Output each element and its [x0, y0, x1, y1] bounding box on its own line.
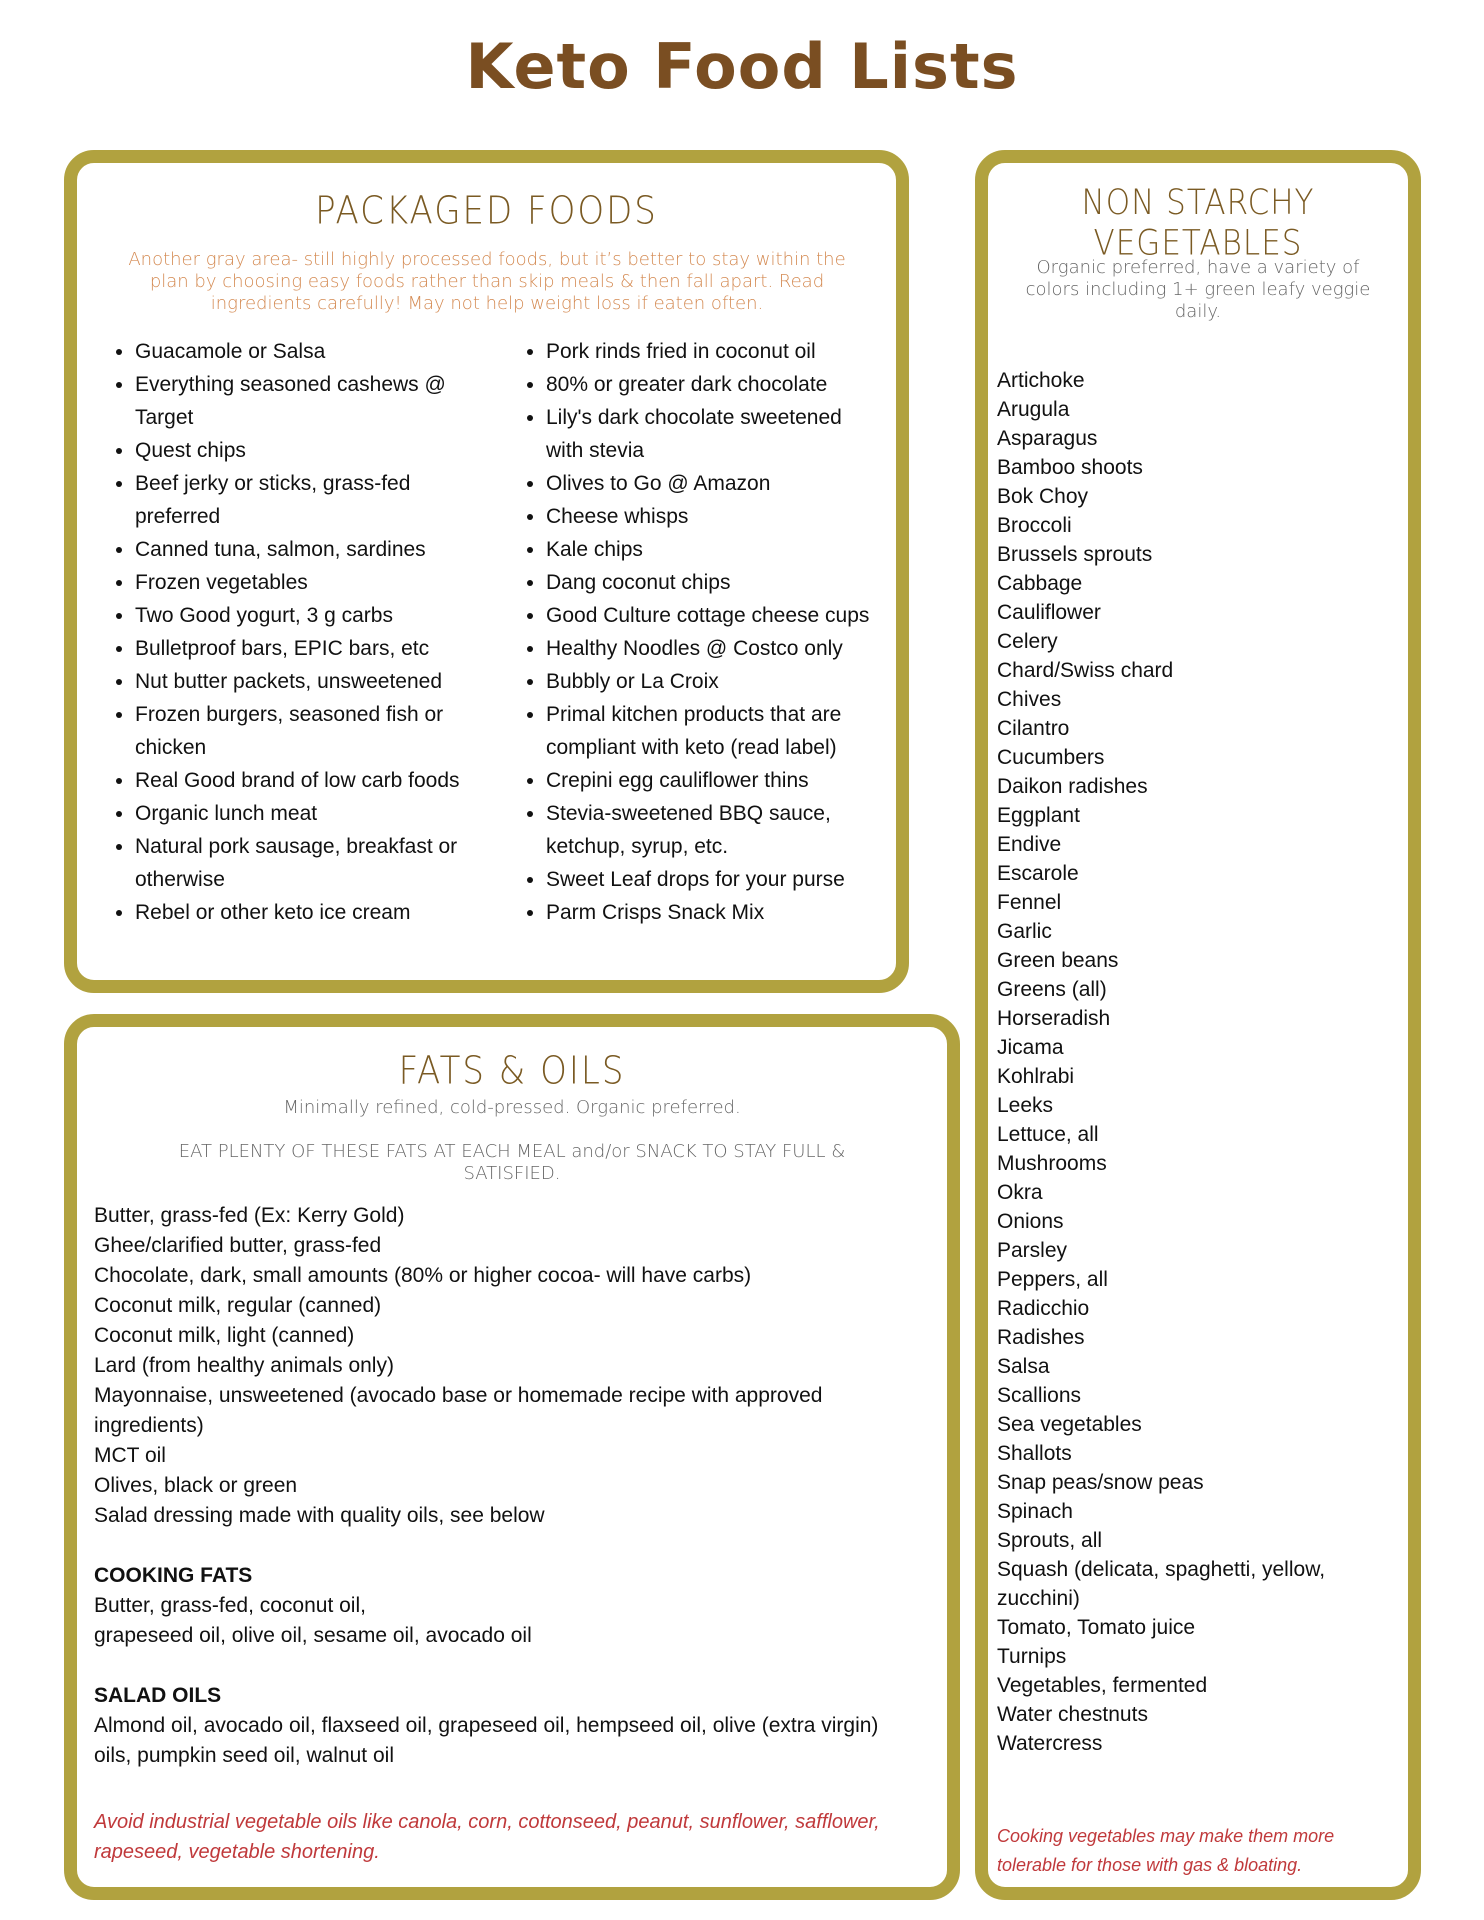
list-item: Peppers, all — [997, 1268, 1108, 1291]
list-item: Parsley — [997, 1239, 1068, 1262]
cooking-fats-line-2: grapeseed oil, olive oil, sesame oil, avocado oil — [94, 1624, 532, 1647]
packaged-foods-column-2 — [510, 335, 880, 929]
list-item: Leeks — [997, 1094, 1054, 1117]
cooking-fats-heading: COOKING FATS — [94, 1564, 253, 1587]
list-item: Jicama — [997, 1036, 1064, 1059]
list-item: Okra — [997, 1181, 1043, 1204]
packaged-foods-list-2 — [510, 335, 880, 929]
fats-oils-heading: FATS & OILS — [398, 1048, 626, 1094]
list-item: Chocolate, dark, small amounts (80% or higher cocoa- will have carbs) — [94, 1264, 752, 1287]
list-item: Sprouts, all — [997, 1529, 1103, 1552]
list-item: Cauliflower — [997, 601, 1101, 624]
list-item: • Kale chips — [546, 533, 880, 566]
list-item: Eggplant — [997, 804, 1080, 827]
list-item: Mushrooms — [997, 1152, 1107, 1175]
packaged-foods-subtitle: Another gray area- still highly processed foods, but it’s better to stay within the plan by choosing easy foods rather than skip meals & then fall apart. Read ingredients carefully! May not help weight loss if eaten often. — [128, 249, 846, 314]
list-item: Coconut milk, light (canned) — [94, 1324, 355, 1347]
list-item: • Stevia-sweetened BBQ sauce, ketchup, syrup, etc. — [546, 797, 880, 863]
list-item: • Canned tuna, salmon, sardines — [135, 533, 489, 566]
list-item: • Cheese whisps — [546, 500, 880, 533]
page-title: Keto Food Lists — [465, 30, 1019, 103]
list-item: • Bubbly or La Croix — [546, 665, 880, 698]
list-item: Bamboo shoots — [997, 456, 1143, 479]
list-item: Artichoke — [997, 369, 1085, 392]
industrial-oils-warning: Avoid industrial vegetable oils like canola, corn, cottonseed, peanut, sunflower, safflower, rapeseed, vegetable shortening. — [94, 1811, 880, 1863]
salad-oils-heading: SALAD OILS — [94, 1684, 222, 1707]
list-item: • Healthy Noodles @ Costco only — [546, 632, 880, 665]
list-item: • Primal kitchen products that are compliant with keto (read label) — [546, 698, 880, 764]
list-item: Snap peas/snow peas — [997, 1471, 1204, 1494]
list-item: Lettuce, all — [997, 1123, 1099, 1146]
list-item: Radicchio — [997, 1297, 1090, 1320]
list-item: Spinach — [997, 1500, 1073, 1523]
list-item: Salad dressing made with quality oils, see below — [94, 1504, 545, 1527]
list-item: • Parm Crisps Snack Mix — [546, 896, 880, 929]
list-item: MCT oil — [94, 1444, 166, 1467]
list-item: Arugula — [997, 398, 1070, 421]
list-item: • Pork rinds fried in coconut oil — [546, 335, 880, 368]
list-item: Garlic — [997, 920, 1052, 943]
list-item: Tomato, Tomato juice — [997, 1616, 1196, 1639]
list-item: Turnips — [997, 1645, 1067, 1668]
fats-oils-subtitle: Minimally refined, cold-pressed. Organic preferred. — [283, 1097, 741, 1118]
list-item: Horseradish — [997, 1007, 1111, 1030]
list-item: Radishes — [997, 1326, 1085, 1349]
vegetables-heading: NON STARCHY VEGETABLES — [1081, 182, 1315, 264]
list-item: • Natural pork sausage, breakfast or otherwise — [135, 830, 489, 896]
list-item: Lard (from healthy animals only) — [94, 1354, 394, 1377]
list-item: • Sweet Leaf drops for your purse — [546, 863, 880, 896]
packaged-foods-panel — [64, 150, 909, 993]
list-item: Salsa — [997, 1355, 1050, 1378]
fats-items — [94, 1201, 914, 1531]
list-item: • Frozen burgers, seasoned fish or chicken — [135, 698, 489, 764]
list-item: Brussels sprouts — [997, 543, 1153, 566]
list-item: Vegetables, fermented — [997, 1674, 1208, 1697]
list-item: • Frozen vegetables — [135, 566, 489, 599]
list-item: Celery — [997, 630, 1058, 653]
list-item: Green beans — [997, 949, 1119, 972]
list-item: Butter, grass-fed (Ex: Kerry Gold) — [94, 1204, 405, 1227]
list-item: Squash (delicata, spaghetti, yellow, zucchini) — [997, 1558, 1326, 1610]
list-item: Watercress — [997, 1732, 1103, 1755]
list-item: • Nut butter packets, unsweetened — [135, 665, 489, 698]
list-item: • Dang coconut chips — [546, 566, 880, 599]
list-item: Asparagus — [997, 427, 1098, 450]
list-item: Chives — [997, 688, 1062, 711]
packaged-foods-list-1 — [99, 335, 489, 929]
list-item: • Good Culture cottage cheese cups — [546, 599, 880, 632]
fats-oils-panel — [64, 1014, 960, 1900]
vegetables-note: Cooking vegetables may make them more tolerable for those with gas & bloating. — [997, 1826, 1335, 1875]
list-item: Mayonnaise, unsweetened (avocado base or homemade recipe with approved ingredients) — [94, 1384, 823, 1437]
vegetables-subtitle: Organic preferred, have a variety of colors including 1+ green leafy veggie daily. — [1025, 257, 1371, 322]
list-item: Cucumbers — [997, 746, 1105, 769]
list-item: • Crepini egg cauliflower thins — [546, 764, 880, 797]
list-item: • Organic lunch meat — [135, 797, 489, 830]
list-item: Broccoli — [997, 514, 1072, 537]
list-item: Greens (all) — [997, 978, 1107, 1001]
list-item: • Two Good yogurt, 3 g carbs — [135, 599, 489, 632]
list-item: • 80% or greater dark chocolate — [546, 368, 880, 401]
list-item: • Rebel or other keto ice cream — [135, 896, 489, 929]
list-item: • Guacamole or Salsa — [135, 335, 489, 368]
vegetables-panel — [975, 150, 1421, 1900]
packaged-foods-column-1 — [99, 335, 489, 929]
list-item: Ghee/clarified butter, grass-fed — [94, 1234, 382, 1257]
list-item: Coconut milk, regular (canned) — [94, 1294, 382, 1317]
fats-oils-instruction: EAT PLENTY OF THESE FATS AT EACH MEAL and/or SNACK TO STAY FULL & SATISFIED. — [178, 1141, 846, 1184]
list-item: Cilantro — [997, 717, 1070, 740]
cooking-fats-line-1: Butter, grass-fed, coconut oil, — [94, 1594, 366, 1617]
list-item: Fennel — [997, 891, 1062, 914]
list-item: • Bulletproof bars, EPIC bars, etc — [135, 632, 489, 665]
vegetables-list — [997, 366, 1397, 1758]
list-item: Escarole — [997, 862, 1079, 885]
list-item: • Everything seasoned cashews @ Target — [135, 368, 489, 434]
list-item: • Olives to Go @ Amazon — [546, 467, 880, 500]
salad-oils-text: Almond oil, avocado oil, flaxseed oil, grapeseed oil, hempseed oil, olive (extra virgin) oils, pumpkin seed oil, walnut oil — [94, 1714, 879, 1767]
list-item: Kohlrabi — [997, 1065, 1075, 1088]
list-item: Olives, black or green — [94, 1474, 298, 1497]
list-item: Cabbage — [997, 572, 1083, 595]
fats-oils-list — [94, 1201, 914, 1867]
list-item: Scallions — [997, 1384, 1082, 1407]
list-item: Endive — [997, 833, 1062, 856]
list-item: Sea vegetables — [997, 1413, 1142, 1436]
list-item: • Real Good brand of low carb foods — [135, 764, 489, 797]
list-item: Chard/Swiss chard — [997, 659, 1174, 682]
list-item: Shallots — [997, 1442, 1072, 1465]
list-item: Onions — [997, 1210, 1064, 1233]
list-item: Bok Choy — [997, 485, 1089, 508]
list-item: • Beef jerky or sticks, grass-fed preferred — [135, 467, 489, 533]
list-item: Daikon radishes — [997, 775, 1148, 798]
list-item: • Lily's dark chocolate sweetened with stevia — [546, 401, 880, 467]
list-item: • Quest chips — [135, 434, 489, 467]
list-item: Water chestnuts — [997, 1703, 1148, 1726]
packaged-foods-heading: PACKAGED FOODS — [315, 188, 658, 234]
